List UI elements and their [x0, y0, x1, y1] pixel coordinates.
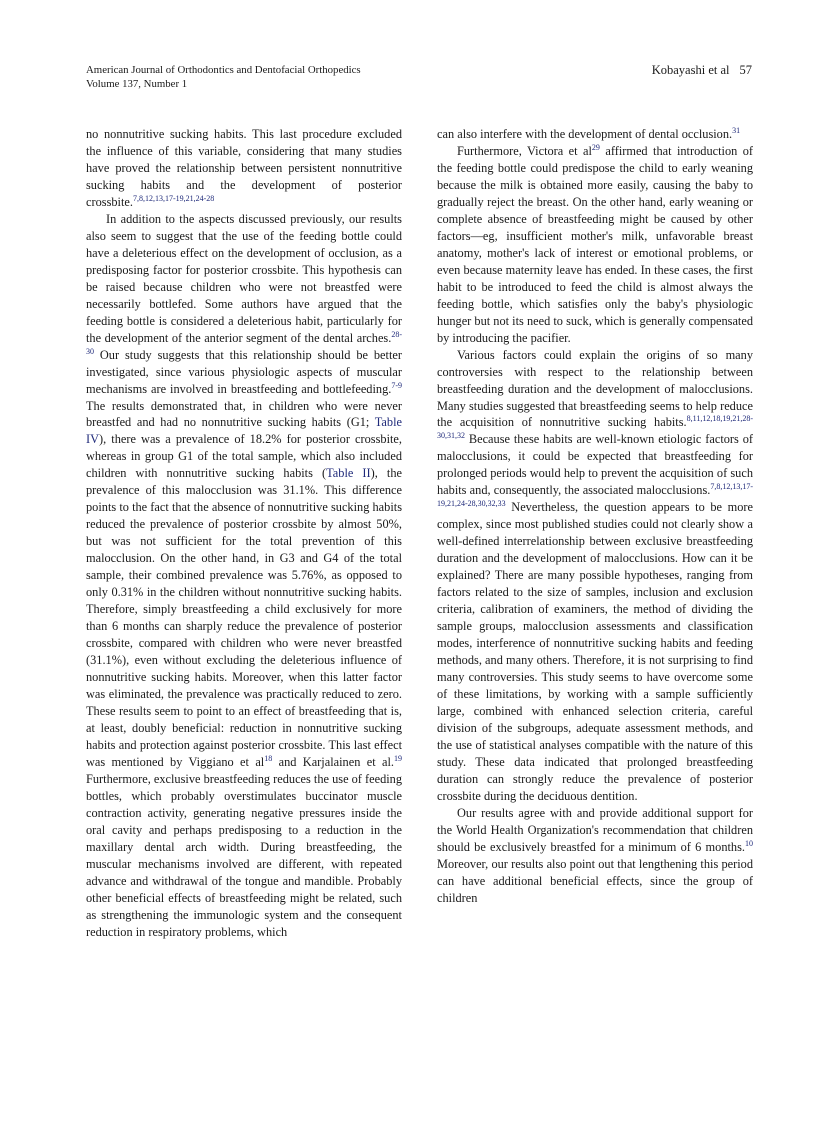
journal-title: American Journal of Orthodontics and Dentofacial Orthopedics: [86, 64, 361, 76]
citation[interactable]: 7,8,12,13,17-19,21,24-28: [132, 193, 215, 203]
citation[interactable]: 29: [591, 142, 600, 152]
table-link[interactable]: Table II: [326, 466, 371, 481]
paragraph: Our results agree with and provide additional support for the World Health Organization's recommendation that children should be exclusively breastfed for a minimum of 6 months.$^{10}$ Moreover, our results also point out that lengthening this period can have additional beneficial effects, since the group of children: [437, 805, 753, 905]
citation[interactable]: 7-9: [391, 380, 402, 390]
journal-info: [86, 63, 361, 91]
paragraph: Various factors could explain the origins of so many controversies with respect to the relationship between breastfeeding duration and the development of malocclusions. Many studies suggested that breastfeeding seems to help reduce the acquisition of nonnutritive sucking habits.$^{8,11,12,18,19,21,28-30,31,32}$ Because these habits are well-known etiologic factors of malocclusions, it could be expected that breastfeeding for prolonged periods would help to prevent the acquisition of such habits and, consequently, the associated malocclusions.$^{7,8,12,13,17-19,21,24-28,30,32,33}$ Nevertheless, the question appears to be more complex, since most published studies could not clearly show a well-defined interrelationship between exclusive breastfeeding duration and the development of malocclusions. How can it be explained? There are many possible hypotheses, ranging from factors related to the size of samples, inclusion and exclusion criteria, calibration of examiners, the method of dividing the sample groups, malocclusion assessments and classification modes, interference of nonnutritive sucking habits and feeding methods, and many others. Therefore, it is not surprising to find many controversies. This study seems to have overcome some of these limitations, by working with a sample sufficiently large, combined with enhanced selection criteria, careful division of the subgroups, adequate assessment methods, and the use of statistical analyses compatible with the nature of this study. These data indicated that prolonged breastfeeding duration can strongly reduce the prevalence of posterior crossbite during the deciduous dentition.: [437, 347, 753, 803]
page-info: [652, 63, 752, 77]
author-running-head: Kobayashi et al: [651, 63, 730, 77]
citation[interactable]: 7,8,12,13,17-19,21,24-28,30,32,33: [437, 482, 753, 509]
journal-volume: Volume 137, Number 1: [86, 78, 188, 90]
citation[interactable]: 18: [264, 753, 273, 763]
table-link[interactable]: Table IV: [86, 415, 402, 447]
paragraph: can also interfere with the development of dental occlusion.$^{31}$: [437, 126, 741, 141]
left-column: [86, 126, 402, 941]
right-column: [437, 126, 753, 907]
paragraph: In addition to the aspects discussed previously, our results also seem to suggest that the use of the feeding bottle could have a deleterious effect on the development of occlusion, as a predisposing factor for posterior crossbite. This hypothesis can be raised because children who were not breastfed were necessarily bottlefed. Some authors have argued that the feeding bottle is considered a deleterious habit, particularly for the development of the anterior segment of the dental arches.$^{28-30}$ Our study suggests that this relationship should be better investigated, since various physiologic aspects of muscular mechanisms are involved in breastfeeding and bottlefeeding.$^{7-9}$ The results demonstrated that, in children who were never breastfed and had no nonnutritive sucking habits (G1; Table IV), there was a prevalence of 18.2% for posterior crossbite, whereas in group G1 of the total sample, which also included children with nonnutritive sucking habits (Table II), the prevalence of this malocclusion was 31.1%. This difference points to the fact that the absence of nonnutritive sucking habits reduced the prevalence of posterior crossbite by almost 50%, but was not sufficient for the total prevention of this malocclusion. On the other hand, in G3 and G4 of the total sample, their combined prevalence was 5.76%, as opposed to only 0.31% in the children without nonnutritive sucking habits. Therefore, simply breastfeeding a child exclusively for more than 6 months can sharply reduce the prevalence of posterior crossbite, compared with children who were never breastfed (31.1%), even without excluding the deleterious influence of nonnutritive sucking habits. Moreover, when this latter factor was eliminated, the prevalence was practically reduced to zero. These results seem to point to an effect of breastfeeding that is, at least, doubly beneficial: reduction in nonnutritive sucking habits and protection against posterior crossbite. This last effect was mentioned by Viggiano et $al^{18}$ and Karjalainen et al.$^{19}$ Furthermore, exclusive breastfeeding reduces the use of feeding bottles, which probably overstimulates buccinator muscle contraction activity, generating negative pressures inside the oral cavity and perhaps predisposing to a reduction in the maxillary dental arch width. During breastfeeding, the muscular mechanisms involved are different, with repeated advance and withdrawal of the tongue and mandible. Probably other beneficial effects of breastfeeding might be related, such as strengthening the immunologic system and the consequent reduction in respiratory problems, which: [86, 211, 403, 939]
citation[interactable]: 19: [394, 753, 402, 763]
citation[interactable]: 28-30: [86, 329, 402, 356]
citation[interactable]: 10: [745, 838, 753, 848]
paragraph: no nonnutritive sucking habits. This last procedure excluded the influence of this variable, considering that many studies have proved the relationship between persistent nonnutritive sucking habits and the development of posterior crossbite.$^{7,8,12,13,17-19,21,24-28}$: [86, 127, 402, 209]
paragraph: Furthermore, Victora et $al^{29}$ affirmed that introduction of the feeding bottle could predispose the child to early weaning because the milk is obtained more easily, causing the baby to gradually reject the breast. On the other hand, early weaning or complete absence of breastfeeding might be caused by other factors—eg, insufficient mother's milk, unfavorable breast anatomy, mother's lack of interest or emotional problems, or even because maternity leave has ended. In these cases, the first habit to be introduced to feed the child is almost always the feeding bottle, which satisfies only the baby's physiologic hunger but not its need to suck, which is generally compensated by introducing the pacifier.: [437, 142, 753, 345]
page-number: 57: [739, 63, 752, 77]
citation[interactable]: 31: [732, 126, 741, 135]
citation[interactable]: 8,11,12,18,19,21,28-30,31,32: [437, 414, 753, 441]
